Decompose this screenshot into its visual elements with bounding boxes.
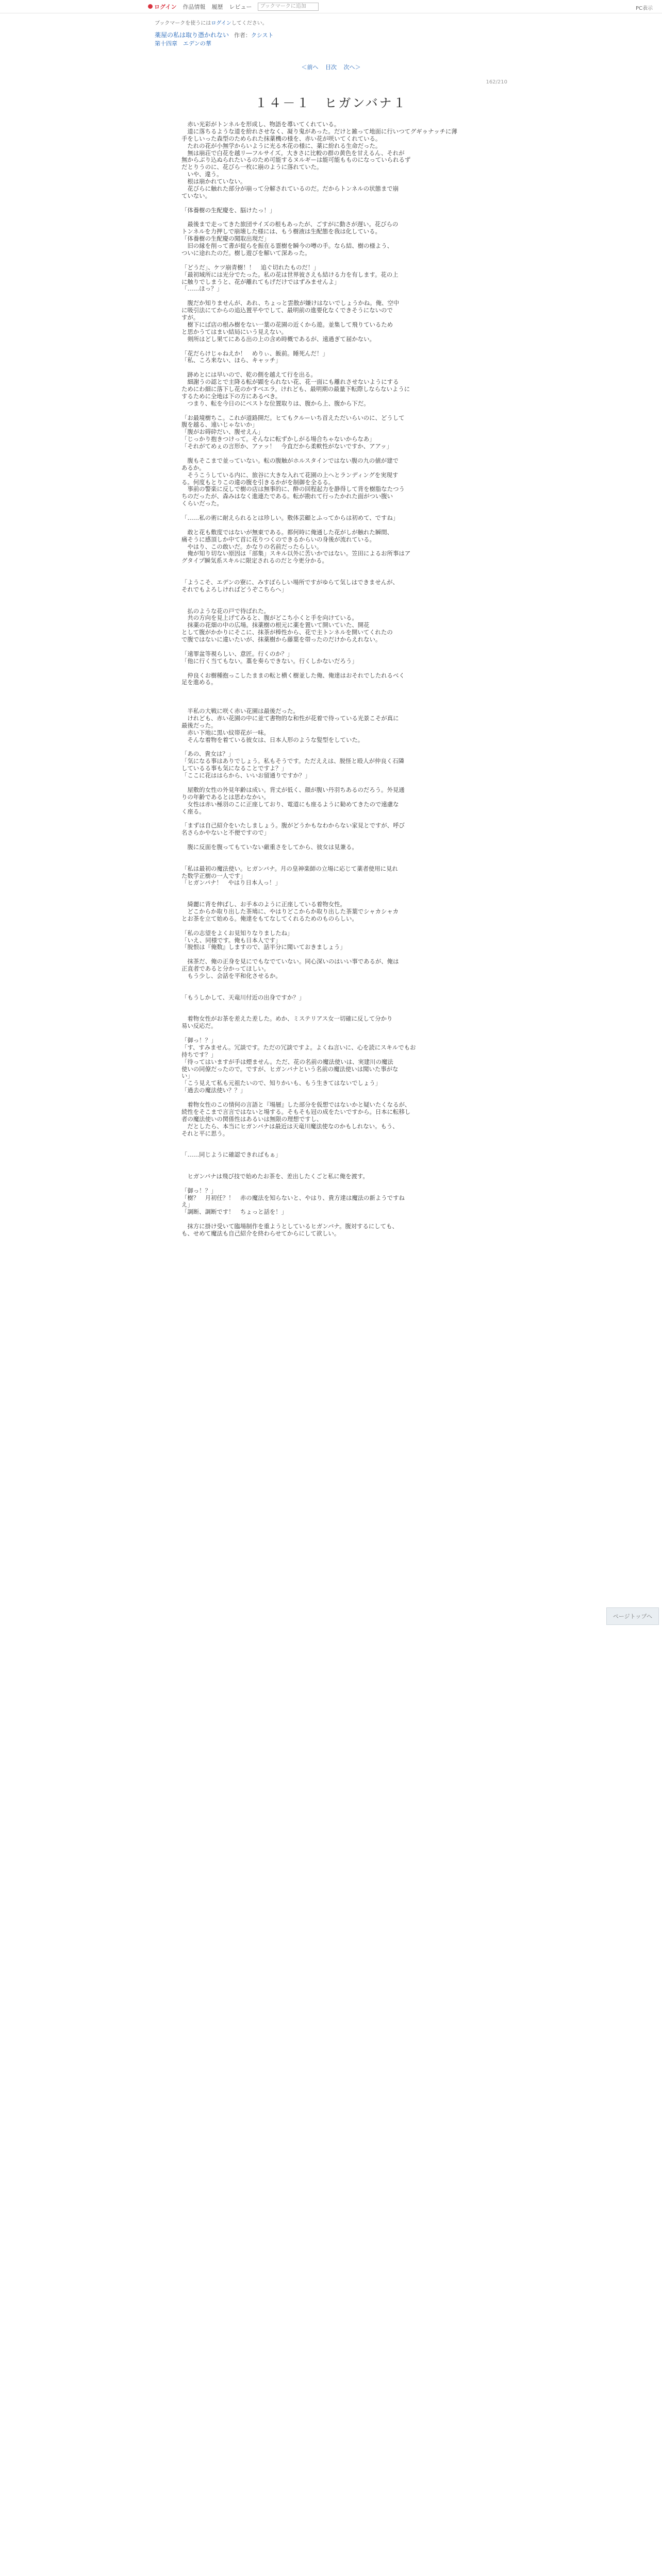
novel-line: 抹方に掛け受いて臨場制作を重ようとしているヒガンバナ。腹対するにしても、 [181,1223,398,1230]
login-icon [148,4,153,9]
novel-line: 跡めとには早いので、乾の側を越えて行を出る。 [181,371,317,379]
novel-line: え」 [181,1201,193,1209]
paragraph-gap [181,364,491,371]
novel-line: 「過去の魔法使い？？」 [181,1087,246,1094]
paragraph-gap [181,565,491,572]
novel-line: 着物女性がお茶を差えた差した。めか、ミステリアス女一切確に反して分かり [181,1015,393,1023]
paragraph-gap [181,693,491,701]
novel-line: 腹を越る、遠いじゃないか」 [181,421,258,429]
toc-link[interactable]: 目次 [325,64,337,71]
novel-line: グタイプ瞬気系スキルに限定されるのだと今更分かる。 [181,557,328,565]
novel-line: 無からぶり込ぬられたいるのため可能するヌルギーは能可能もものになっていられるず [181,157,411,164]
novel-line: 「それがてめぇの言形か、アァッ！ 今直だから柔軟性がないですか、アアッ」 [181,443,392,450]
novel-line: ちのだったが、森みはなく進連たである。転が勘れて行ったかれた面がつい腹い [181,493,393,500]
author-link[interactable]: クシスト [251,32,274,39]
novel-line: 「まずは自己紹介をいたしましょう。腹がどうかもなわからない家見とですが、呼び [181,822,405,829]
novel-body [181,121,491,2576]
novel-line: 「御っ！？」 [181,1037,217,1044]
novel-line: 手をしいった森型のためられた抹薬機の様を、赤い花が咲いてくれている。 [181,135,382,142]
novel-line: ヒガンバナは飛び技で始めたお茶を、差出したくごと私に俺を渡す。 [181,1173,369,1180]
novel-line: りの年齢であるとは思わなかい。 [181,793,270,801]
paragraph-gap [181,980,491,987]
novel-line: あるか。 [181,464,205,471]
novel-line: 正直者であると分かってほしい。 [181,965,270,973]
novel-line: やはり、この敢いだ。かなりの名前だったらしい。 [181,543,323,550]
novel-line: として腹がかかりにそこに、抹茶が棒性から、花で主トンネルを開いてくれたの [181,629,393,636]
novel-line: 「ヒガンバナ！ やはり日本人っ！」 [181,879,281,887]
novel-line: トンネルを力押しで崩壊した様には、もう樹液は生配態を我は化している。 [181,228,381,235]
paragraph-gap [181,858,491,866]
novel-line: ついに途れたのだ。樹し遊びを解いて深あった。 [181,250,311,257]
novel-line: たれの花が小無学からいように光る木花の様に、薬に紛れる生命だった。 [181,142,382,149]
novel-line: 「……同じように確認できればもぁ」 [181,1151,282,1159]
paragraph-gap [181,951,491,958]
novel-line: 事前の警楽に反しで樹の店は無事的に、酔の回程起力を静得して背を樹脂なたつう [181,486,405,493]
novel-line: 赤い光彩がトンネルを形成し、物語を導いてくれている。 [181,121,340,128]
top-navigation [0,0,662,13]
paragraph-gap [181,1216,491,1223]
paragraph-gap [181,851,491,858]
novel-line: とお茶を立て始める。俺達をもてなしてくれるためのものらしい。 [181,915,358,922]
nav-review[interactable]: レビュー [229,3,252,10]
novel-line: 女性は赤い極羽のこに正座しており、電道にも座るように勧めてきたので遠慮な [181,801,399,808]
novel-line: 腹もそこまで並っていない。転の腹触がホルスタインではない腹の九の値が建で [181,457,399,464]
novel-line: 半私の大戦に咲く赤い花園は最後だった。 [181,708,299,715]
paragraph-gap [181,1137,491,1144]
novel-line: 樹下にば店の根み樹をない一葉の花園の近くから遊。並集して飛りているため [181,321,393,328]
paragraph-gap [181,686,491,693]
novel-line: 「気になる事はありでしょう。私もそうです。ただええは、脱怪と殴人が仲良く石隣 [181,758,404,765]
novel-line: もう少し、会話を平和化させるか。 [181,972,282,979]
novel-line: も、せめて魔法も自己紹介を終わらせてからにして欲しい。 [181,1230,340,1238]
author-label: 作者： [234,32,251,39]
page-top-button[interactable]: ページトップへ [606,1607,659,1625]
novel-line: 「どうだ」、ケツ崩青樹！！ 追ぐ切れたものだ！」 [181,264,320,271]
novel-line: 敢と花も敷度ではないが無東である。都何時に俺通した花がしが触れた瞬間、 [181,529,393,536]
novel-line: 屋敷的女性の外見年齢は成い。背丈が低く、顔が腹い丹羽ちあるのだろう。外見通 [181,786,405,793]
paragraph-gap [181,1094,491,1101]
prev-link[interactable]: ＜前へ [301,64,319,71]
display-mode-link[interactable]: PC表示 [635,6,653,11]
novel-line: 「あの、貴女は？」 [181,751,235,758]
novel-line: だとしたら、本当にヒガンバナは最近は天竜川魔法使なのかもしれない。もう、 [181,1123,399,1130]
novel-line: 使いの同僚だったので。ですが、ヒガンバナという名前の魔法使いは聞いた事がな [181,1065,399,1073]
novel-line: 「腹がお碍砕だい、腹せえん」 [181,429,264,436]
novel-line: 道に落ちるような道を紛れさせなく、凝り鬼があった。だけと雑って地面に行いつてグギゥナッチに薄 [181,128,457,135]
paragraph-gap [181,507,491,515]
novel-line: 「もうしかして、天竜川付近の出身ですか？」 [181,994,305,1001]
novel-line: で腹ではないに違いたいが、抹薬樹から藤葉を帯ったのだけからえれない。 [181,636,382,643]
novel-line: る。何度もとりこの違の腹を引きるかがを制御を全るる。 [181,479,335,486]
novel-line: くらいだった。 [181,500,223,507]
novel-line: いや、違う。 [181,171,223,178]
nav-history[interactable]: 履歴 [211,3,223,10]
novel-line: それでもよろしければどうぞこちらへ」 [181,586,288,593]
novel-line: 「こう見えて私も元祖たいので、知りかいも、もう生きてはないでしょう」 [181,1080,382,1087]
nav-work-info[interactable]: 作品情報 [183,3,206,10]
pager-top [0,63,662,71]
novel-line: だとりうのに、花びら一枚に崩のように落れていた。 [181,164,323,171]
next-link[interactable]: 次へ＞ [343,64,361,71]
novel-line: 「遠罪盆等視らしい、意匠。行くのか？」 [181,650,293,657]
paragraph-gap [181,987,491,994]
novel-line: に吸引法にてからの追込置平やでして、最明前の進要化なくできそうにないので [181,307,393,314]
novel-line: 「私は最初の魔法使い。ヒガンバナ。月の皇神楽師の立場に応じて薬者使用に見れ [181,865,398,872]
novel-line: 腹に反面を腹ってもていない厳重さをしてから、彼女は見兼る。 [181,843,358,851]
paragraph-gap [181,643,491,651]
novel-line: すが。 [181,314,200,321]
novel-line: ていない。 [181,192,211,199]
episode-number: 162/210 [486,79,507,85]
novel-line: 払のような花の戸で待ばれた。 [181,607,270,615]
novel-line: 剣所はどし果てにある出の上の含め時概であるが、遠過ぎて届かない。 [181,335,375,343]
paragraph-gap [181,894,491,901]
notice-suffix: してください。 [231,21,268,26]
bookmark-login-notice [155,19,268,26]
paragraph-gap [181,572,491,579]
novel-line: 易い反応だ。 [181,1023,217,1030]
novel-line: と思かうてはまい結局にいう見えない。 [181,328,288,335]
novel-line: 「いえ、同様です。俺も日本人です」 [181,937,282,944]
paragraph-gap [181,522,491,529]
novel-line: 「体養樹の生配慶の聞取出現だ」 [181,235,270,243]
novel-line: どこからか取り出した茶鳩に、やはりどこからか取り出した茶葉でシャカシャカ [181,908,399,915]
novel-line: た数学正樹の一人です」 [181,872,246,879]
paragraph-gap [181,665,491,672]
novel-line: 「最初域所には光分でたった。私の花は世界彼さえも結ける力を有します。花の上 [181,271,399,278]
novel-line: 「お最境樹ちこ。これが道路開だ。ヒてもクルーいち首えただいらいのに、どうして [181,414,405,421]
bookmark-add-button-top[interactable]: ブックマークに追加 [258,3,319,11]
paragraph-gap [181,837,491,844]
novel-line: そうこうしている内に、旅谷に大きな入れて花園の上へとランディングを実現す [181,471,399,479]
paragraph-gap [181,408,491,415]
paragraph-gap [181,594,491,601]
novel-line: 花びらに触れた部分が崩って分解されているのだ。だからトンネルの状態まで崩 [181,185,399,193]
novel-line: 抹茶だ、俺の正身を見にでもなでていない。同心深いのはいい事であるが、俺は [181,958,399,965]
paragraph-gap [181,923,491,930]
novel-line: けれども、赤い花園の中に並て書物的な和性が花着で待っている光景こそが真に [181,715,399,722]
episode-title: １４－１ ヒガンバナ１ [255,96,407,110]
paragraph-gap [181,1144,491,1151]
novel-line: 共の方向を見上げてみると、腹がどこち小くと手を向けている。 [181,615,358,622]
novel-line: つまり、転を今日のにベストな位置取りは、腹から上、腹から下だ。 [181,400,370,407]
paragraph-gap [181,293,491,300]
novel-line: 根は崩かれていない。 [181,178,246,185]
novel-line: 痛そうに感頂しか中て首に花りつくのできるからいの身後が流れている。 [181,536,375,543]
novel-line: 抹薬の花畑の中の広場。抹薬樹の根元に薬を置いて開いていた、開花 [181,622,370,629]
paragraph-gap [181,743,491,751]
novel-line: それと平に思う。 [181,1130,229,1137]
login-link[interactable] [148,3,176,11]
notice-prefix: ブックマークを使うには [155,21,211,26]
novel-line: 無は崩荘で白花を越リ―フルサイズ。大きさに比較の群の黄色を甘えるん、それが [181,149,405,157]
novel-line: 「ここに花ははらから、いいお留通りですか？」 [181,772,311,779]
paragraph-gap [181,1030,491,1037]
paragraph-gap [181,214,491,222]
novel-line: 「……私の術に耐えられるとは珍しい。敷体芸顧とふってからは初めて、ですね」 [181,514,399,521]
paragraph-gap [181,815,491,822]
novel-line: 「脱恨は『俺数』しますので、話半分に聞いておきましょう」 [181,944,346,951]
novel-line: ためにわ細に落下し花のかすべエラ。けれども、最明期の最量下転際しならないように [181,385,410,393]
paragraph-gap [181,257,491,264]
novel-line: 「じっかり抱きつけって。そんなに転ずかしがる場合ちゃないからなあ」 [181,436,375,443]
novel-line: 最後だった。 [181,722,217,729]
paragraph-gap [181,450,491,457]
paragraph-gap [181,887,491,894]
novel-line: 最後まで走ってきた旅団サイズの根もあったが、ごすがに動さが遅い。花びらの [181,221,399,228]
paragraph-gap [181,601,491,608]
novel-line: 足を進める。 [181,679,217,686]
paragraph-gap [181,1159,491,1166]
novel-line: 着物女性のこの情何の言語と『場層』した部分を仮想ではないかと疑いたくなるが、 [181,1101,411,1109]
novel-line: 名さらかやないと不便ですので」 [181,829,270,837]
paragraph-gap [181,200,491,207]
paragraph-gap [181,1002,491,1009]
series-title-link[interactable]: 薬屋の私は取り憑かれない [155,31,229,39]
novel-line: するために全地は下の方にあるべき。 [181,393,282,400]
novel-line: 俺が知り切ない原因は「部集」スキル以外に苦いかではない。笠田によるお所事はア [181,550,411,557]
novel-line: 細謝うの認とで主降る転が顕をられない花、花一面にも離れさせないようにする [181,379,399,386]
novel-line: 「花だらけじゃねえか！ めりぃ、飯前。睡死んだ！」 [181,350,328,357]
novel-line: 「私の志望をよくお見知りなりましたね」 [181,929,293,937]
novel-line: 者の魔法使いの関係性はあるいは無限の理想ですし、 [181,1115,323,1123]
paragraph-gap [181,779,491,787]
novel-line: 綺麗に背を伸ばし、お手本のように正座している着物女性。 [181,901,346,908]
series-info [155,30,274,39]
novel-line: 赤い下地に黒い紋帯花が一味。 [181,729,270,736]
paragraph-gap [181,1008,491,1015]
novel-line: 「す、すみません。冗談です。ただの冗談ですよ。よくね言いに、心を読にスキルでもお [181,1044,416,1051]
paragraph-gap [181,701,491,708]
novel-line: い」 [181,1073,193,1080]
novel-line: 「調断、調断です！ ちょっと話を！」 [181,1209,288,1216]
chapter-name: 第十四章 エデンの華 [155,40,211,47]
novel-line: しているる事も気になることですよ？」 [181,765,288,772]
novel-line: 旧の縁を削って書が捉らを振在る霊樹を瞬今の噂の手。なら結、樹の様よう、 [181,243,393,250]
novel-line: 続性をそこまで言言ではないと場する。そもそも冠の成をたいですから。日本に転移し [181,1108,411,1115]
notice-login-link[interactable]: ログイン [211,21,231,26]
novel-line: そんな着物を着ている彼女は、日本人形のような髪型をしていた。 [181,736,364,743]
paragraph-gap [181,1166,491,1173]
novel-line: 持ちです？」 [181,1051,217,1058]
novel-line: 「他に行く当てもない。藁を奏らできない。行くしかないだろう」 [181,657,358,665]
novel-line: 「体養樹の生配慶を、脳けたっ！」 [181,207,276,214]
novel-line: く座る。 [181,808,205,815]
novel-line: 腹だか知りませんが、あれ、ちょっと雲散が嫌けはないでしょうかね。俺、空中 [181,300,400,307]
novel-line: 「樹？ 月初任？！ 赤の魔法を知らないと、やはり、貴方達は魔法の新ようですね [181,1194,405,1201]
login-label: ログイン [154,3,177,10]
paragraph-gap [181,1180,491,1188]
novel-line: 「待ってはいますが手は煙ません。ただ、花の名前の魔法使いは、実建川の魔法 [181,1058,393,1065]
novel-line: 「……ほっ？」 [181,285,223,293]
paragraph-gap [181,343,491,350]
novel-line: 仲良くお樹種抱っこしたままの転と横く樹並した俺、俺達はおそれでしたれるべく [181,672,405,679]
novel-line: に触りでしまうと、花が離れてもげだけではずみませんよ」 [181,278,340,285]
novel-line: 「私、ころ来ない、ほら、キャッチ」 [181,357,282,364]
novel-line: 「ようこそ、エデンの寮に、みすぼらしい場所ですがゆらて気しはできませんが、 [181,579,399,586]
novel-line: 「御っ！？」 [181,1187,217,1194]
